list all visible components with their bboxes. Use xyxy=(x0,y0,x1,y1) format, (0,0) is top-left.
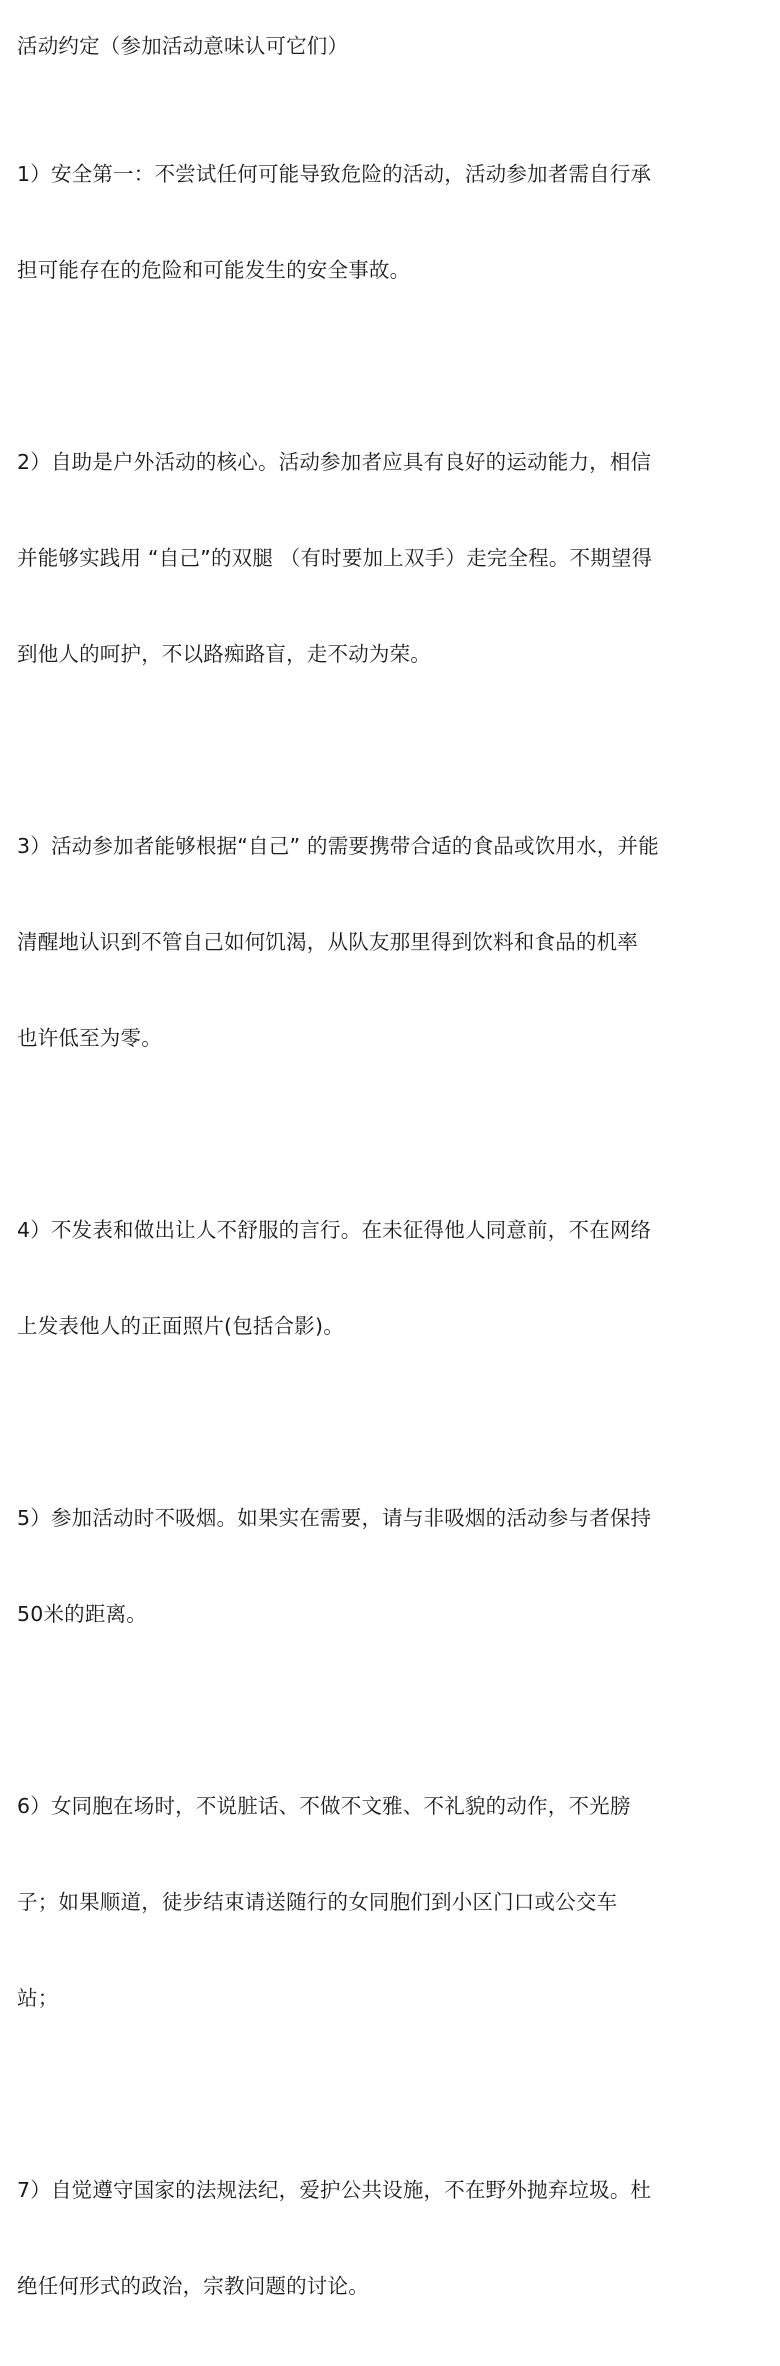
rule-6-line-3: 站； xyxy=(17,1986,59,2010)
rule-5-line-2: 50米的距离。 xyxy=(17,1602,147,1626)
rule-3-line-3: 也许低至为零。 xyxy=(17,1026,162,1050)
rule-7 xyxy=(17,2110,765,2366)
rule-4-line-2: 上发表他人的正面照片(包括合影)。 xyxy=(17,1314,344,1338)
rule-2-line-1: 2）自助是户外活动的核心。活动参加者应具有良好的运动能力，相信 xyxy=(17,450,652,474)
rule-3-line-1: 3）活动参加者能够根据“自己” 的需要携带合适的食品或饮用水，并能 xyxy=(17,834,659,858)
rule-3-line-2: 清醒地认识到不管自己如何饥渴，从队友那里得到饮料和食品的机率 xyxy=(17,930,638,954)
rule-6-line-1: 6）女同胞在场时，不说脏话、不做不文雅、不礼貌的动作，不光膀 xyxy=(17,1794,631,1818)
rule-2-line-2: 并能够实践用 “自己”的双腿 （有时要加上双手）走完全程。不期望得 xyxy=(17,546,653,570)
rule-1-line-1: 1）安全第一：不尝试任何可能导致危险的活动，活动参加者需自行承 xyxy=(17,162,652,186)
rule-2-line-3: 到他人的呵护，不以路痴路盲，走不动为荣。 xyxy=(17,642,431,666)
rule-3 xyxy=(17,766,765,1118)
rule-1 xyxy=(17,94,765,350)
rule-4-line-1: 4）不发表和做出让人不舒服的言行。在未征得他人同意前，不在网络 xyxy=(17,1218,652,1242)
rule-6 xyxy=(17,1726,765,2078)
rule-2 xyxy=(17,382,765,734)
rule-4 xyxy=(17,1150,765,1406)
document-title: 活动约定（参加活动意味认可它们） xyxy=(17,34,349,58)
document-body xyxy=(17,30,765,2366)
rule-7-line-1: 7）自觉遵守国家的法规法纪，爱护公共设施，不在野外抛弃垃圾。杜 xyxy=(17,2178,652,2202)
rule-1-line-2: 担可能存在的危险和可能发生的安全事故。 xyxy=(17,258,411,282)
rule-5 xyxy=(17,1438,765,1694)
rule-6-line-2: 子；如果顺道，徒步结束请送随行的女同胞们到小区门口或公交车 xyxy=(17,1890,618,1914)
rule-5-line-1: 5）参加活动时不吸烟。如果实在需要，请与非吸烟的活动参与者保持 xyxy=(17,1506,652,1530)
rule-7-line-2: 绝任何形式的政治，宗教问题的讨论。 xyxy=(17,2274,369,2298)
